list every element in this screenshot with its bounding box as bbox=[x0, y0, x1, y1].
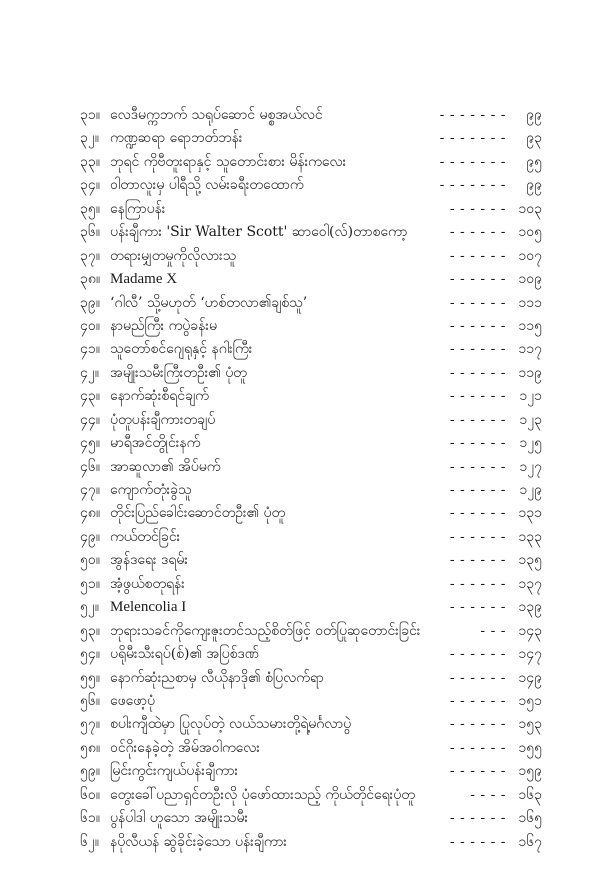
toc-entry-number: ၃၅။ bbox=[80, 200, 100, 217]
toc-entry bbox=[80, 151, 542, 174]
toc-entry-number: ၃၉။ bbox=[80, 294, 100, 311]
toc-leader-dashes: - - - - - - bbox=[449, 317, 506, 334]
toc-leader-dashes: - - - - - - bbox=[449, 669, 506, 686]
toc-entry-page-number: ၁၁၅ bbox=[518, 317, 542, 334]
toc-entry bbox=[80, 409, 542, 432]
toc-leader-dashes: - - - - - - bbox=[449, 388, 506, 405]
toc-entry-title: ပရိုမီးသီးရပ်(စ်)၏ အပြစ်ဒဏ် bbox=[110, 646, 259, 663]
toc-leader-dashes: - - - - - - bbox=[449, 552, 506, 569]
toc-leader-dashes: - - - - - - - bbox=[439, 153, 506, 170]
toc-leader-dashes: - - - - - - bbox=[449, 411, 506, 428]
toc-entry-page-number: ၁၁၉ bbox=[518, 364, 542, 381]
toc-entry-number: ၄၁။ bbox=[80, 341, 100, 358]
toc-entry-title: တွေးခေါ်ပညာရှင်တဦးလို ပုံဖော်ထားသည့် ကိုယ်တိုင်ရေးပုံတူ bbox=[110, 786, 415, 803]
toc-entry bbox=[80, 174, 542, 197]
toc-entry-page-number: ၁၀၃ bbox=[518, 200, 542, 217]
toc-entry-page-number: ၉၉ bbox=[526, 107, 542, 123]
toc-entry-title: နပိုလီယန် ဆွဲခိုင်းခဲ့သော ပန်းချီကား bbox=[110, 833, 287, 850]
toc-entry-number: ၄၀။ bbox=[80, 317, 100, 334]
toc-leader-dashes: - - - - bbox=[470, 786, 506, 803]
toc-entry bbox=[80, 456, 542, 479]
toc-leader-dashes: - - - - - - bbox=[449, 271, 506, 288]
toc-leader-dashes: - - - - - - bbox=[449, 646, 506, 663]
toc-entry-number: ၃၆။ bbox=[80, 224, 100, 241]
toc-entry bbox=[80, 713, 542, 736]
toc-entry bbox=[80, 245, 542, 268]
toc-entry-number: ၃၂။ bbox=[80, 130, 99, 147]
toc-entry bbox=[80, 362, 542, 385]
toc-entry-page-number: ၁၃၃ bbox=[518, 528, 542, 545]
toc-entry-title: တရားမျှတမှုကိုလိုလားသူ bbox=[110, 247, 237, 264]
table-of-contents bbox=[80, 104, 542, 854]
toc-entry-page-number: ၁၂၅ bbox=[519, 435, 542, 452]
toc-leader-dashes: - - - - - - bbox=[449, 364, 506, 381]
toc-entry-number: ၆၂။ bbox=[80, 833, 99, 850]
toc-entry-page-number: ၁၄၉ bbox=[518, 669, 542, 686]
toc-entry bbox=[80, 338, 542, 361]
toc-entry bbox=[80, 831, 542, 854]
toc-leader-dashes: - - - - - - bbox=[449, 716, 506, 733]
toc-entry bbox=[80, 760, 542, 783]
toc-entry-number: ၅၇။ bbox=[80, 716, 100, 733]
toc-entry bbox=[80, 690, 542, 713]
toc-entry-title: နောက်ဆုံးစီရင်ချက် bbox=[110, 388, 209, 405]
toc-entry-number: ၃၇။ bbox=[80, 247, 100, 264]
toc-entry-title: ဘုရင် ကိုဗီတူးရာနှင့် သူတောင်းစား မိန်းကလေး bbox=[110, 153, 347, 170]
toc-leader-dashes: - - - bbox=[480, 622, 506, 639]
toc-entry-title: သူတော်စင်ဂျေရုနှင့် နဂါးကြီး bbox=[110, 341, 253, 358]
toc-entry-title: ဖေဖော့ပုံ bbox=[110, 692, 155, 709]
toc-entry-title: အံ့ဖွယ်စတုရန်း bbox=[110, 575, 185, 592]
toc-leader-dashes: - - - - - - bbox=[449, 294, 506, 311]
toc-entry bbox=[80, 221, 542, 244]
toc-entry-number: ၅၃။ bbox=[80, 622, 100, 639]
toc-entry-page-number: ၉၉ bbox=[526, 177, 542, 194]
toc-entry-title: ပန်းချီကား 'Sir Walter Scott' ဆာဝေါ(လ်)တာစကော့ bbox=[110, 224, 408, 241]
toc-entry-number: ၄၄။ bbox=[80, 411, 100, 428]
toc-leader-dashes: - - - - - - bbox=[449, 224, 506, 241]
toc-leader-dashes: - - - - - - bbox=[449, 247, 506, 264]
toc-entry-page-number: ၁၁၇ bbox=[518, 341, 542, 358]
toc-entry-title: အွန်ဒရေး ဒရမ်း bbox=[110, 552, 188, 569]
toc-entry bbox=[80, 667, 542, 690]
toc-entry-title: Madame X bbox=[110, 271, 178, 288]
toc-entry-page-number: ၉၃ bbox=[526, 130, 542, 147]
toc-entry-number: ၄၃။ bbox=[80, 388, 100, 405]
toc-entry-title: ကဏ္ဍဆရာ ရောဘတ်ဘန်း bbox=[110, 130, 243, 147]
toc-entry-title: ပုံတူပန်းချီကားတချပ် bbox=[110, 411, 216, 428]
toc-entry-title: စပါးကျီထဲမှာ ပြုလုပ်တဲ့ လယ်သမားတို့ရဲ့မင်္ဂလာပွဲ bbox=[110, 716, 352, 733]
toc-leader-dashes: - - - - - - bbox=[449, 200, 506, 217]
toc-entry-title: ‘ဂါလီ’ သို့မဟုတ် ‘ဟစ်တလာ၏ချစ်သူ’ bbox=[110, 294, 308, 311]
toc-entry-number: ၆၀။ bbox=[80, 786, 100, 803]
toc-entry-page-number: ၉၅ bbox=[526, 153, 542, 170]
toc-leader-dashes: - - - - - - bbox=[449, 341, 506, 358]
toc-leader-dashes: - - - - - - bbox=[449, 505, 506, 522]
toc-leader-dashes: - - - - - - bbox=[449, 482, 506, 498]
toc-entry-title: ပွန်ပါဒါ ဟူသော အမျိုးသမီး bbox=[110, 810, 249, 827]
toc-entry bbox=[80, 315, 542, 338]
toc-leader-dashes: - - - - - - bbox=[449, 739, 506, 756]
toc-entry-page-number: ၁၃၅ bbox=[518, 552, 542, 569]
toc-entry-page-number: ၁၄၃ bbox=[518, 622, 542, 639]
toc-entry-page-number: ၁၄၇ bbox=[518, 646, 542, 663]
toc-entry bbox=[80, 573, 542, 596]
toc-leader-dashes: - - - - - - bbox=[449, 692, 506, 709]
toc-entry bbox=[80, 807, 542, 830]
toc-entry-number: ၅၅။ bbox=[80, 669, 100, 686]
toc-entry-title: ဝါတာလူးမှ ပါရီသို့ လမ်းခရီးတထောက် bbox=[110, 177, 304, 194]
toc-entry-number: ၃၄။ bbox=[80, 177, 100, 194]
toc-entry-page-number: ၁၅၁ bbox=[518, 692, 542, 709]
toc-entry bbox=[80, 268, 542, 291]
toc-entry bbox=[80, 549, 542, 572]
toc-entry bbox=[80, 127, 542, 150]
toc-entry-page-number: ၁၆၃ bbox=[518, 786, 542, 803]
toc-entry-title: နာမည်ကြီး ကပွဲခန်းမ bbox=[110, 317, 217, 334]
toc-entry-title: ဘုရားသခင်ကိုကျေးဇူးတင်သည့်စိတ်ဖြင့် ဝတ်ပြုဆုတောင်းခြင်း bbox=[110, 622, 421, 639]
toc-entry-page-number: ၁၀၉ bbox=[518, 271, 542, 288]
toc-entry-title: Melencolia I bbox=[110, 599, 187, 616]
toc-entry-page-number: ၁၃၉ bbox=[518, 599, 542, 616]
toc-entry-title: ကယ်တင်ခြင်း bbox=[110, 528, 181, 545]
toc-entry-number: ၄၈။ bbox=[80, 505, 101, 522]
toc-leader-dashes: - - - - - - bbox=[449, 810, 506, 827]
toc-entry-title: နောက်ဆုံးညစာမှ လီယိုနာဒို၏ စံပြလက်ရာ bbox=[110, 669, 324, 686]
toc-entry-number: ၆၁။ bbox=[80, 810, 100, 827]
toc-entry-number: ၅၄။ bbox=[80, 646, 100, 663]
toc-entry bbox=[80, 502, 542, 525]
toc-entry-number: ၃၃။ bbox=[80, 153, 100, 170]
toc-entry-page-number: ၁၀၇ bbox=[518, 247, 542, 264]
toc-entry-number: ၅၉။ bbox=[80, 763, 100, 780]
toc-leader-dashes: - - - - - - bbox=[449, 833, 506, 850]
toc-entry-title: လေဒီမက္ကဘက် သရုပ်ဆောင် မစ္စအယ်လင် bbox=[110, 107, 323, 123]
toc-entry bbox=[80, 104, 542, 127]
toc-leader-dashes: - - - - - - - bbox=[439, 107, 506, 123]
toc-entry bbox=[80, 526, 542, 549]
toc-entry bbox=[80, 432, 542, 455]
toc-entry-page-number: ၁၆၅ bbox=[518, 810, 542, 827]
toc-entry-page-number: ၁၅၉ bbox=[518, 763, 542, 780]
toc-entry-page-number: ၁၁၁ bbox=[518, 294, 542, 311]
toc-entry-page-number: ၁၂၁ bbox=[519, 388, 542, 405]
toc-entry-number: ၄၆။ bbox=[80, 458, 100, 475]
toc-entry-page-number: ၁၆၇ bbox=[518, 833, 542, 850]
toc-entry-number: ၃၈။ bbox=[80, 271, 101, 288]
toc-entry-title: မြင်းကွင်းကျယ်ပန်းချီကား bbox=[110, 763, 239, 780]
toc-entry-page-number: ၁၅၃ bbox=[518, 716, 542, 733]
toc-entry-page-number: ၁၂၃ bbox=[519, 411, 542, 428]
toc-leader-dashes: - - - - - - - bbox=[439, 130, 506, 147]
toc-leader-dashes: - - - - - - - bbox=[439, 177, 506, 194]
toc-entry-title: တိုင်းပြည်ခေါင်းဆောင်တဦး၏ ပုံတူ bbox=[110, 505, 286, 522]
toc-entry-number: ၅၂။ bbox=[80, 599, 99, 616]
toc-entry bbox=[80, 292, 542, 315]
toc-entry-title: အာဆူလာ၏ အိပ်မက် bbox=[110, 458, 221, 475]
toc-entry-number: ၅၆။ bbox=[80, 692, 100, 709]
toc-leader-dashes: - - - - - - bbox=[449, 435, 506, 452]
toc-entry bbox=[80, 784, 542, 807]
toc-entry-number: ၄၇။ bbox=[80, 482, 100, 498]
toc-entry bbox=[80, 479, 542, 502]
toc-entry-page-number: ၁၃၇ bbox=[518, 575, 542, 592]
toc-leader-dashes: - - - - - - bbox=[449, 575, 506, 592]
toc-entry-number: ၄၅။ bbox=[80, 435, 100, 452]
toc-entry-number: ၅၈။ bbox=[80, 739, 101, 756]
toc-leader-dashes: - - - - - - bbox=[449, 458, 506, 475]
toc-leader-dashes: - - - - - - bbox=[449, 528, 506, 545]
toc-entry-title: ကျောက်တုံးခွဲသူ bbox=[110, 482, 192, 498]
toc-entry-title: မာရီအင်တွိုင်းနက် bbox=[110, 435, 201, 452]
toc-entry bbox=[80, 596, 542, 619]
toc-entry bbox=[80, 620, 542, 643]
toc-entry-number: ၅၁။ bbox=[80, 575, 100, 592]
toc-entry-number: ၃၁။ bbox=[80, 107, 100, 123]
toc-entry-page-number: ၁၀၅ bbox=[518, 224, 542, 241]
toc-entry-page-number: ၁၂၇ bbox=[519, 458, 542, 475]
toc-entry bbox=[80, 198, 542, 221]
toc-entry-page-number: ၁၂၉ bbox=[519, 482, 542, 498]
toc-leader-dashes: - - - - - - bbox=[449, 599, 506, 616]
toc-entry-page-number: ၁၃၁ bbox=[518, 505, 542, 522]
toc-entry bbox=[80, 643, 542, 666]
toc-entry bbox=[80, 737, 542, 760]
toc-entry-title: အမျိုးသမီးကြီးတဦး၏ ပုံတူ bbox=[110, 364, 247, 381]
toc-entry-page-number: ၁၅၅ bbox=[518, 739, 542, 756]
toc-entry-number: ၄၉။ bbox=[80, 528, 100, 545]
toc-entry bbox=[80, 385, 542, 408]
toc-entry-number: ၅၀။ bbox=[80, 552, 100, 569]
toc-entry-title: ဝင်ဂိုးနေခဲ့တဲ့ အိမ်အဝါကလေး bbox=[110, 739, 260, 756]
toc-entry-number: ၄၂။ bbox=[80, 364, 99, 381]
toc-leader-dashes: - - - - - - bbox=[449, 763, 506, 780]
toc-entry-title: နေကြာပန်း bbox=[110, 200, 166, 217]
